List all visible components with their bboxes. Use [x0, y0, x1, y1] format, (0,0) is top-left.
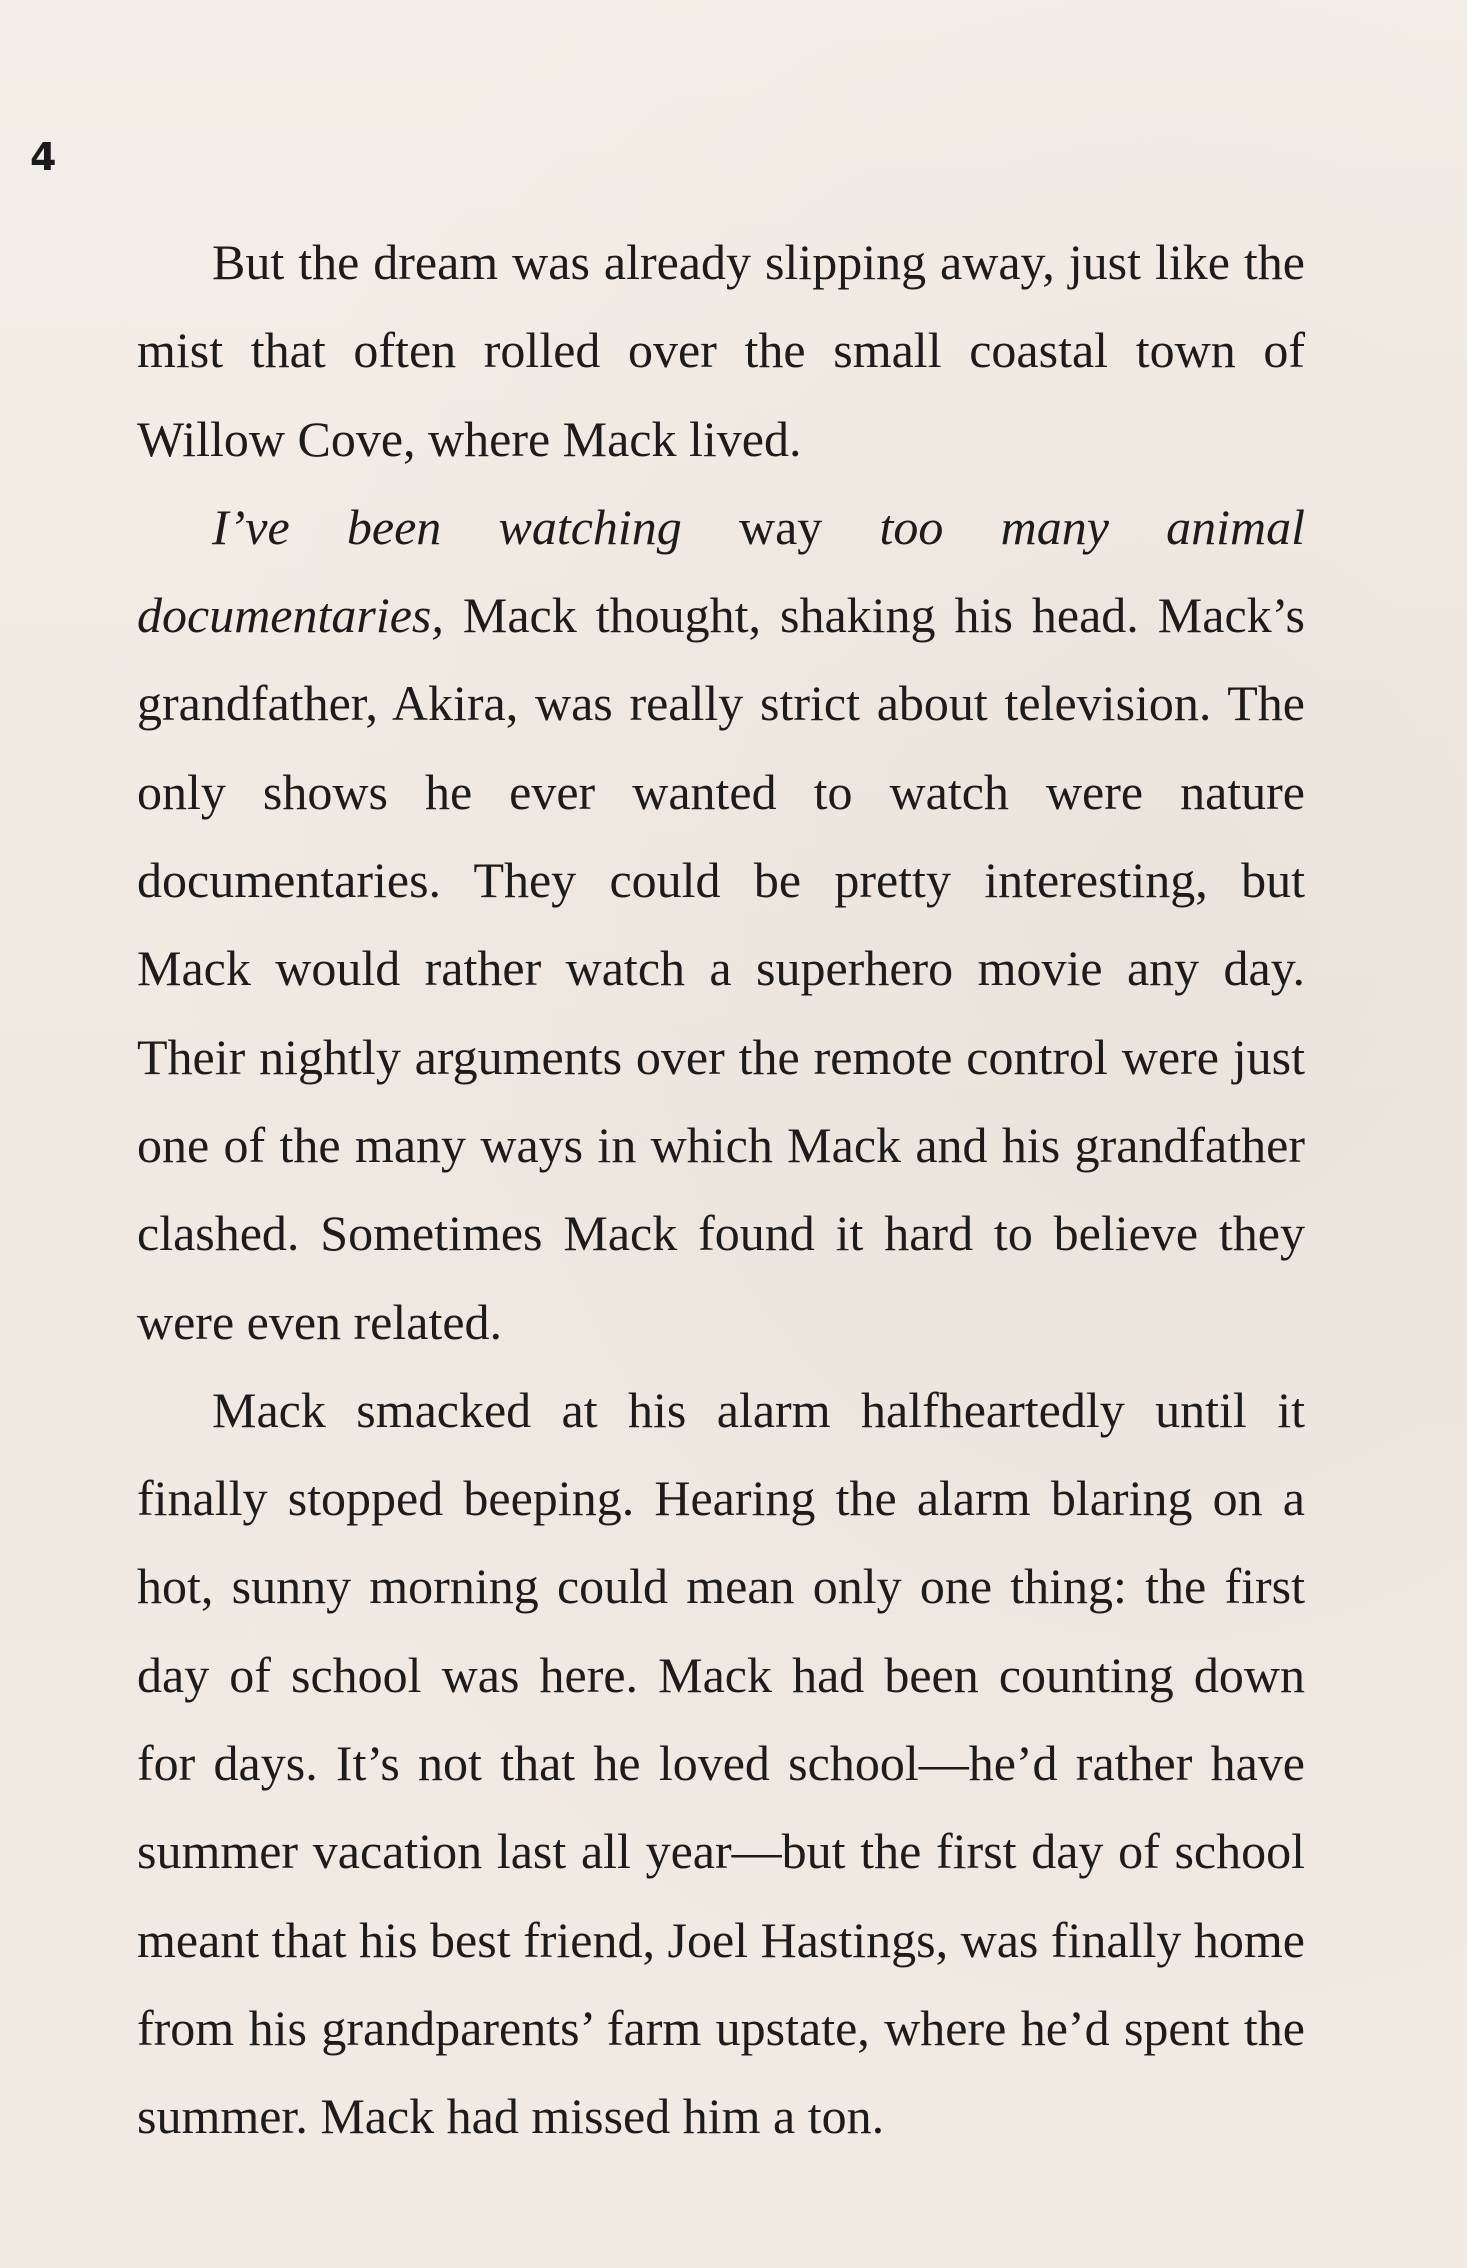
paragraph-3 [137, 1366, 1305, 2161]
paragraph-1-text: But the dream was already slipping away, just like the mist that often rolled over the small coastal town of Willow Cove, where Mack lived. [137, 234, 1305, 467]
page-number: 4 [30, 135, 57, 179]
paragraph-2 [137, 483, 1305, 1366]
paragraph-2-text: Mack thought, shaking his head. Mack’s grandfather, Akira, was really strict about television. The only shows he ever wanted to watch were nature documentaries. They could be pretty interesting, but Mack would rather watch a superhero movie any day. Their nightly arguments over the remote control were just one of the many ways in which Mack and his grandfather clashed. Sometimes Mack found it hard to believe they were even related. [137, 587, 1305, 1350]
paragraph-2-italic-thought: I’ve been watching [212, 498, 682, 555]
body-text [137, 218, 1305, 2161]
paragraph-2-italic-thought-continued: too many animal documentaries, [137, 498, 1305, 644]
paragraph-2-text-connector: way [681, 498, 880, 555]
paragraph-1 [137, 218, 1305, 483]
paragraph-3-text: Mack smacked at his alarm halfheartedly until it finally stopped beeping. Hearing the alarm blaring on a hot, sunny morning could mean only one thing: the first day of school was here. Mack had been counting down for days. It’s not that he loved school—he’d rather have summer vacation last all year—but the first day of school meant that his best friend, Joel Hastings, was finally home from his grandparents’ farm upstate, where he’d spent the summer. Mack had missed him a ton. [137, 1381, 1305, 2145]
